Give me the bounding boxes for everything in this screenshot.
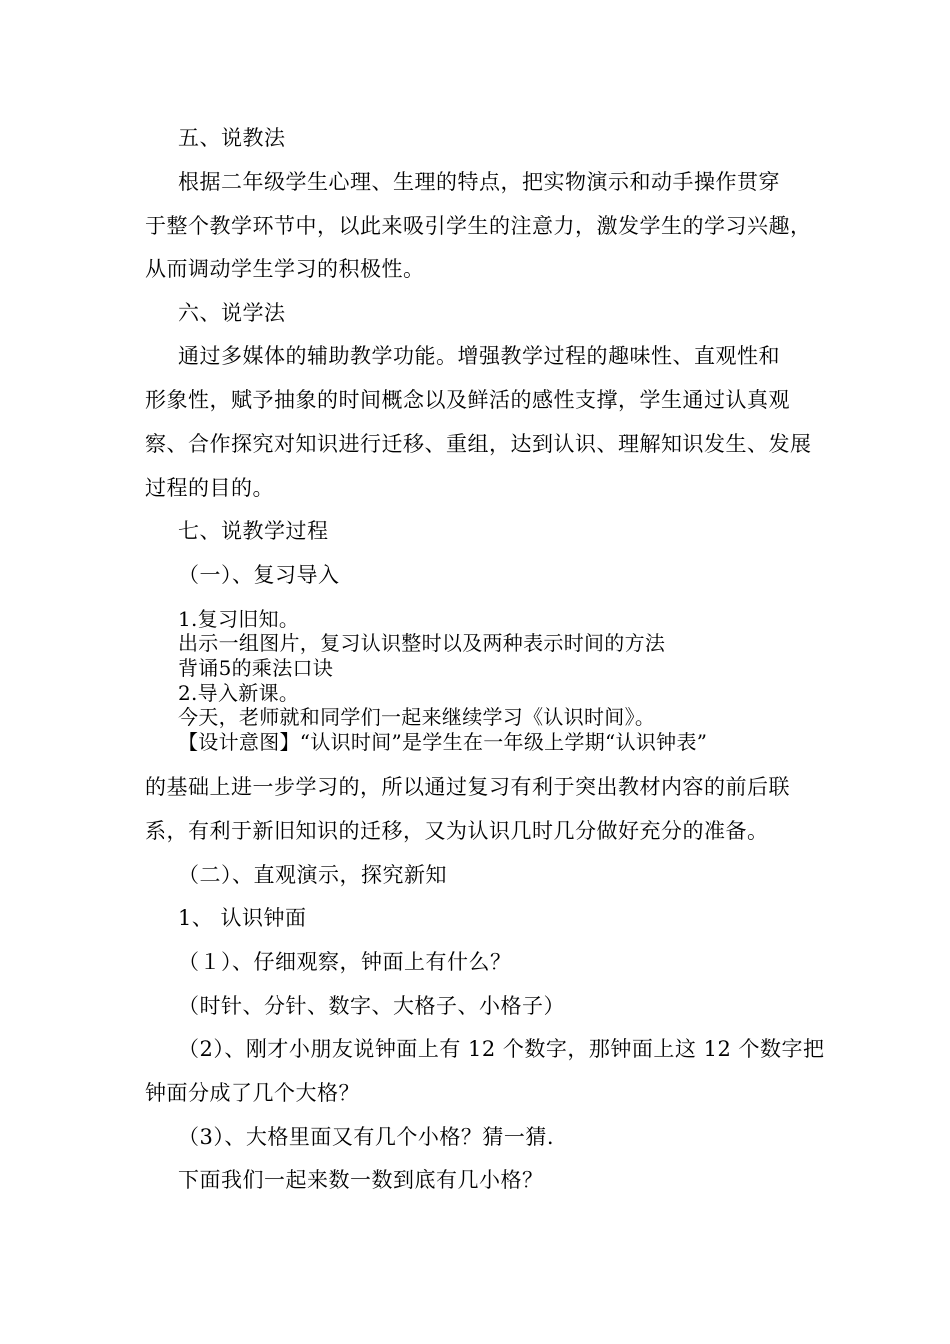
paragraph-line: 从而调动学生学习的积极性。 xyxy=(145,257,425,281)
list-item: 2.导入新课。 xyxy=(178,681,300,705)
question-line: （3）、大格里面又有几个小格？猜一猜. xyxy=(178,1125,555,1149)
list-item: 出示一组图片，复习认识整时以及两种表示时间的方法 xyxy=(178,631,666,655)
paragraph-line: 于整个教学环节中，以此来吸引学生的注意力，激发学生的学习兴趣， xyxy=(145,214,812,238)
item-heading-clock-face: 1、 认识钟面 xyxy=(178,906,307,930)
design-intent-line: 【设计意图】“认识时间”是学生在一年级上学期“认识钟表” xyxy=(178,730,708,754)
paragraph-line: 形象性，赋予抽象的时间概念以及鲜活的感性支撑，学生通过认真观 xyxy=(145,388,790,412)
question-line: （2）、刚才小朋友说钟面上有 12 个数字，那钟面上这 12 个数字把 xyxy=(178,1037,825,1061)
paragraph-line: 根据二年级学生心理、生理的特点，把实物演示和动手操作贯穿 xyxy=(178,170,780,194)
subsection-heading-review: （一）、复习导入 xyxy=(178,563,340,587)
list-item: 背诵5的乘法口诀 xyxy=(178,656,334,680)
list-item: 今天，老师就和同学们一起来继续学习《认识时间》。 xyxy=(178,705,656,729)
paragraph-line: 钟面分成了几个大格？ xyxy=(145,1081,360,1105)
section-heading-teaching-method: 五、说教法 xyxy=(178,126,286,150)
section-heading-teaching-process: 七、说教学过程 xyxy=(178,519,329,543)
question-line: （１）、仔细观察，钟面上有什么？ xyxy=(178,950,512,974)
section-heading-learning-method: 六、说学法 xyxy=(178,301,286,325)
paragraph-line: 系，有利于新旧知识的迁移，又为认识几时几分做好充分的准备。 xyxy=(145,819,769,843)
subsection-heading-demonstration: （二）、直观演示，探究新知 xyxy=(178,863,447,887)
paragraph-line: 过程的目的。 xyxy=(145,476,274,500)
paragraph-line: 察、合作探究对知识进行迁移、重组，达到认识、理解知识发生、发展 xyxy=(145,432,812,456)
paragraph-line: 通过多媒体的辅助教学功能。增强教学过程的趣味性、直观性和 xyxy=(178,344,780,368)
paragraph-line: 的基础上进一步学习的，所以通过复习有利于突出教材内容的前后联 xyxy=(145,775,790,799)
list-item: 1.复习旧知。 xyxy=(178,607,300,631)
paragraph-line: 下面我们一起来数一数到底有几小格？ xyxy=(178,1168,544,1192)
answer-line: （时针、分针、数字、大格子、小格子） xyxy=(178,994,565,1018)
